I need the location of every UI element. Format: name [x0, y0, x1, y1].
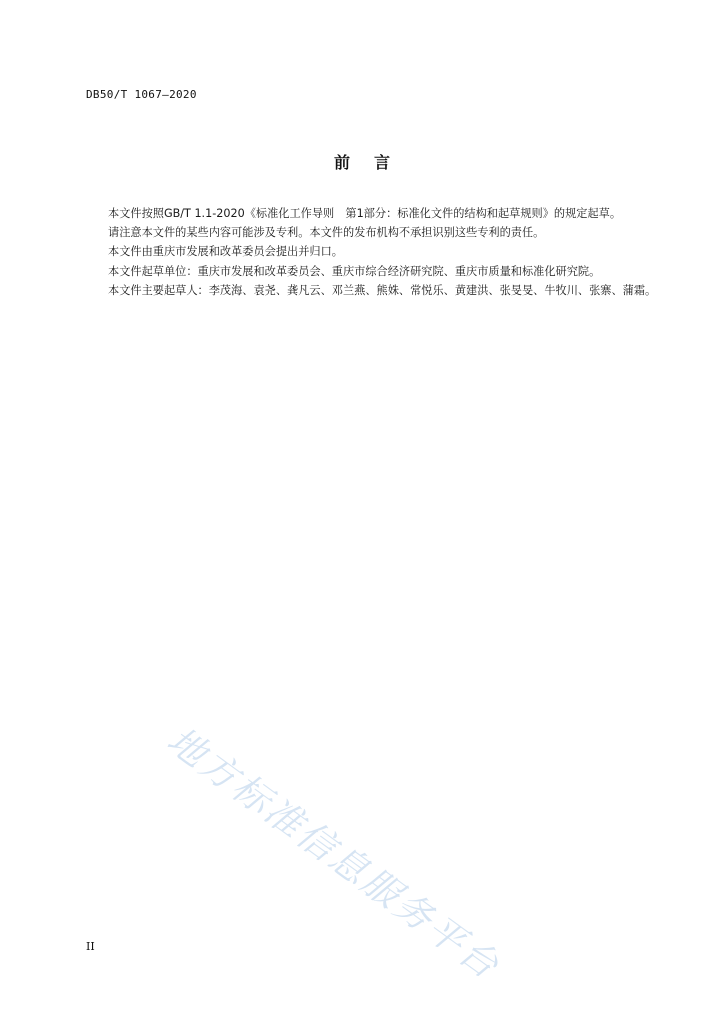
- watermark: 地方标准信息服务平台: [159, 718, 509, 989]
- document-code: DB50/T 1067—2020: [86, 88, 197, 101]
- paragraph-drafters: 本文件主要起草人：李茂海、袁尧、龚凡云、邓兰燕、熊姝、常悦乐、黄建洪、张旻旻、牛牧川、张寨、蒲霜。: [108, 283, 657, 297]
- paragraph-proposer: 本文件由重庆市发展和改革委员会提出并归口。: [108, 245, 343, 259]
- page-number: II: [86, 940, 95, 953]
- paragraph-patent-notice: 请注意本文件的某些内容可能涉及专利。本文件的发布机构不承担识别这些专利的责任。: [108, 226, 545, 240]
- paragraph-drafting-units: 本文件起草单位：重庆市发展和改革委员会、重庆市综合经济研究院、重庆市质量和标准化研究院。: [108, 264, 601, 278]
- foreword-body: [86, 204, 666, 300]
- paragraph-drafting-rules: 本文件按照GB/T 1.1-2020《标准化工作导则 第1部分：标准化文件的结构和起草规则》的规定起草。: [108, 207, 622, 220]
- page-title: [0, 150, 724, 173]
- page-title-char-1: 前: [333, 153, 350, 172]
- page-title-char-2: 言: [374, 153, 391, 172]
